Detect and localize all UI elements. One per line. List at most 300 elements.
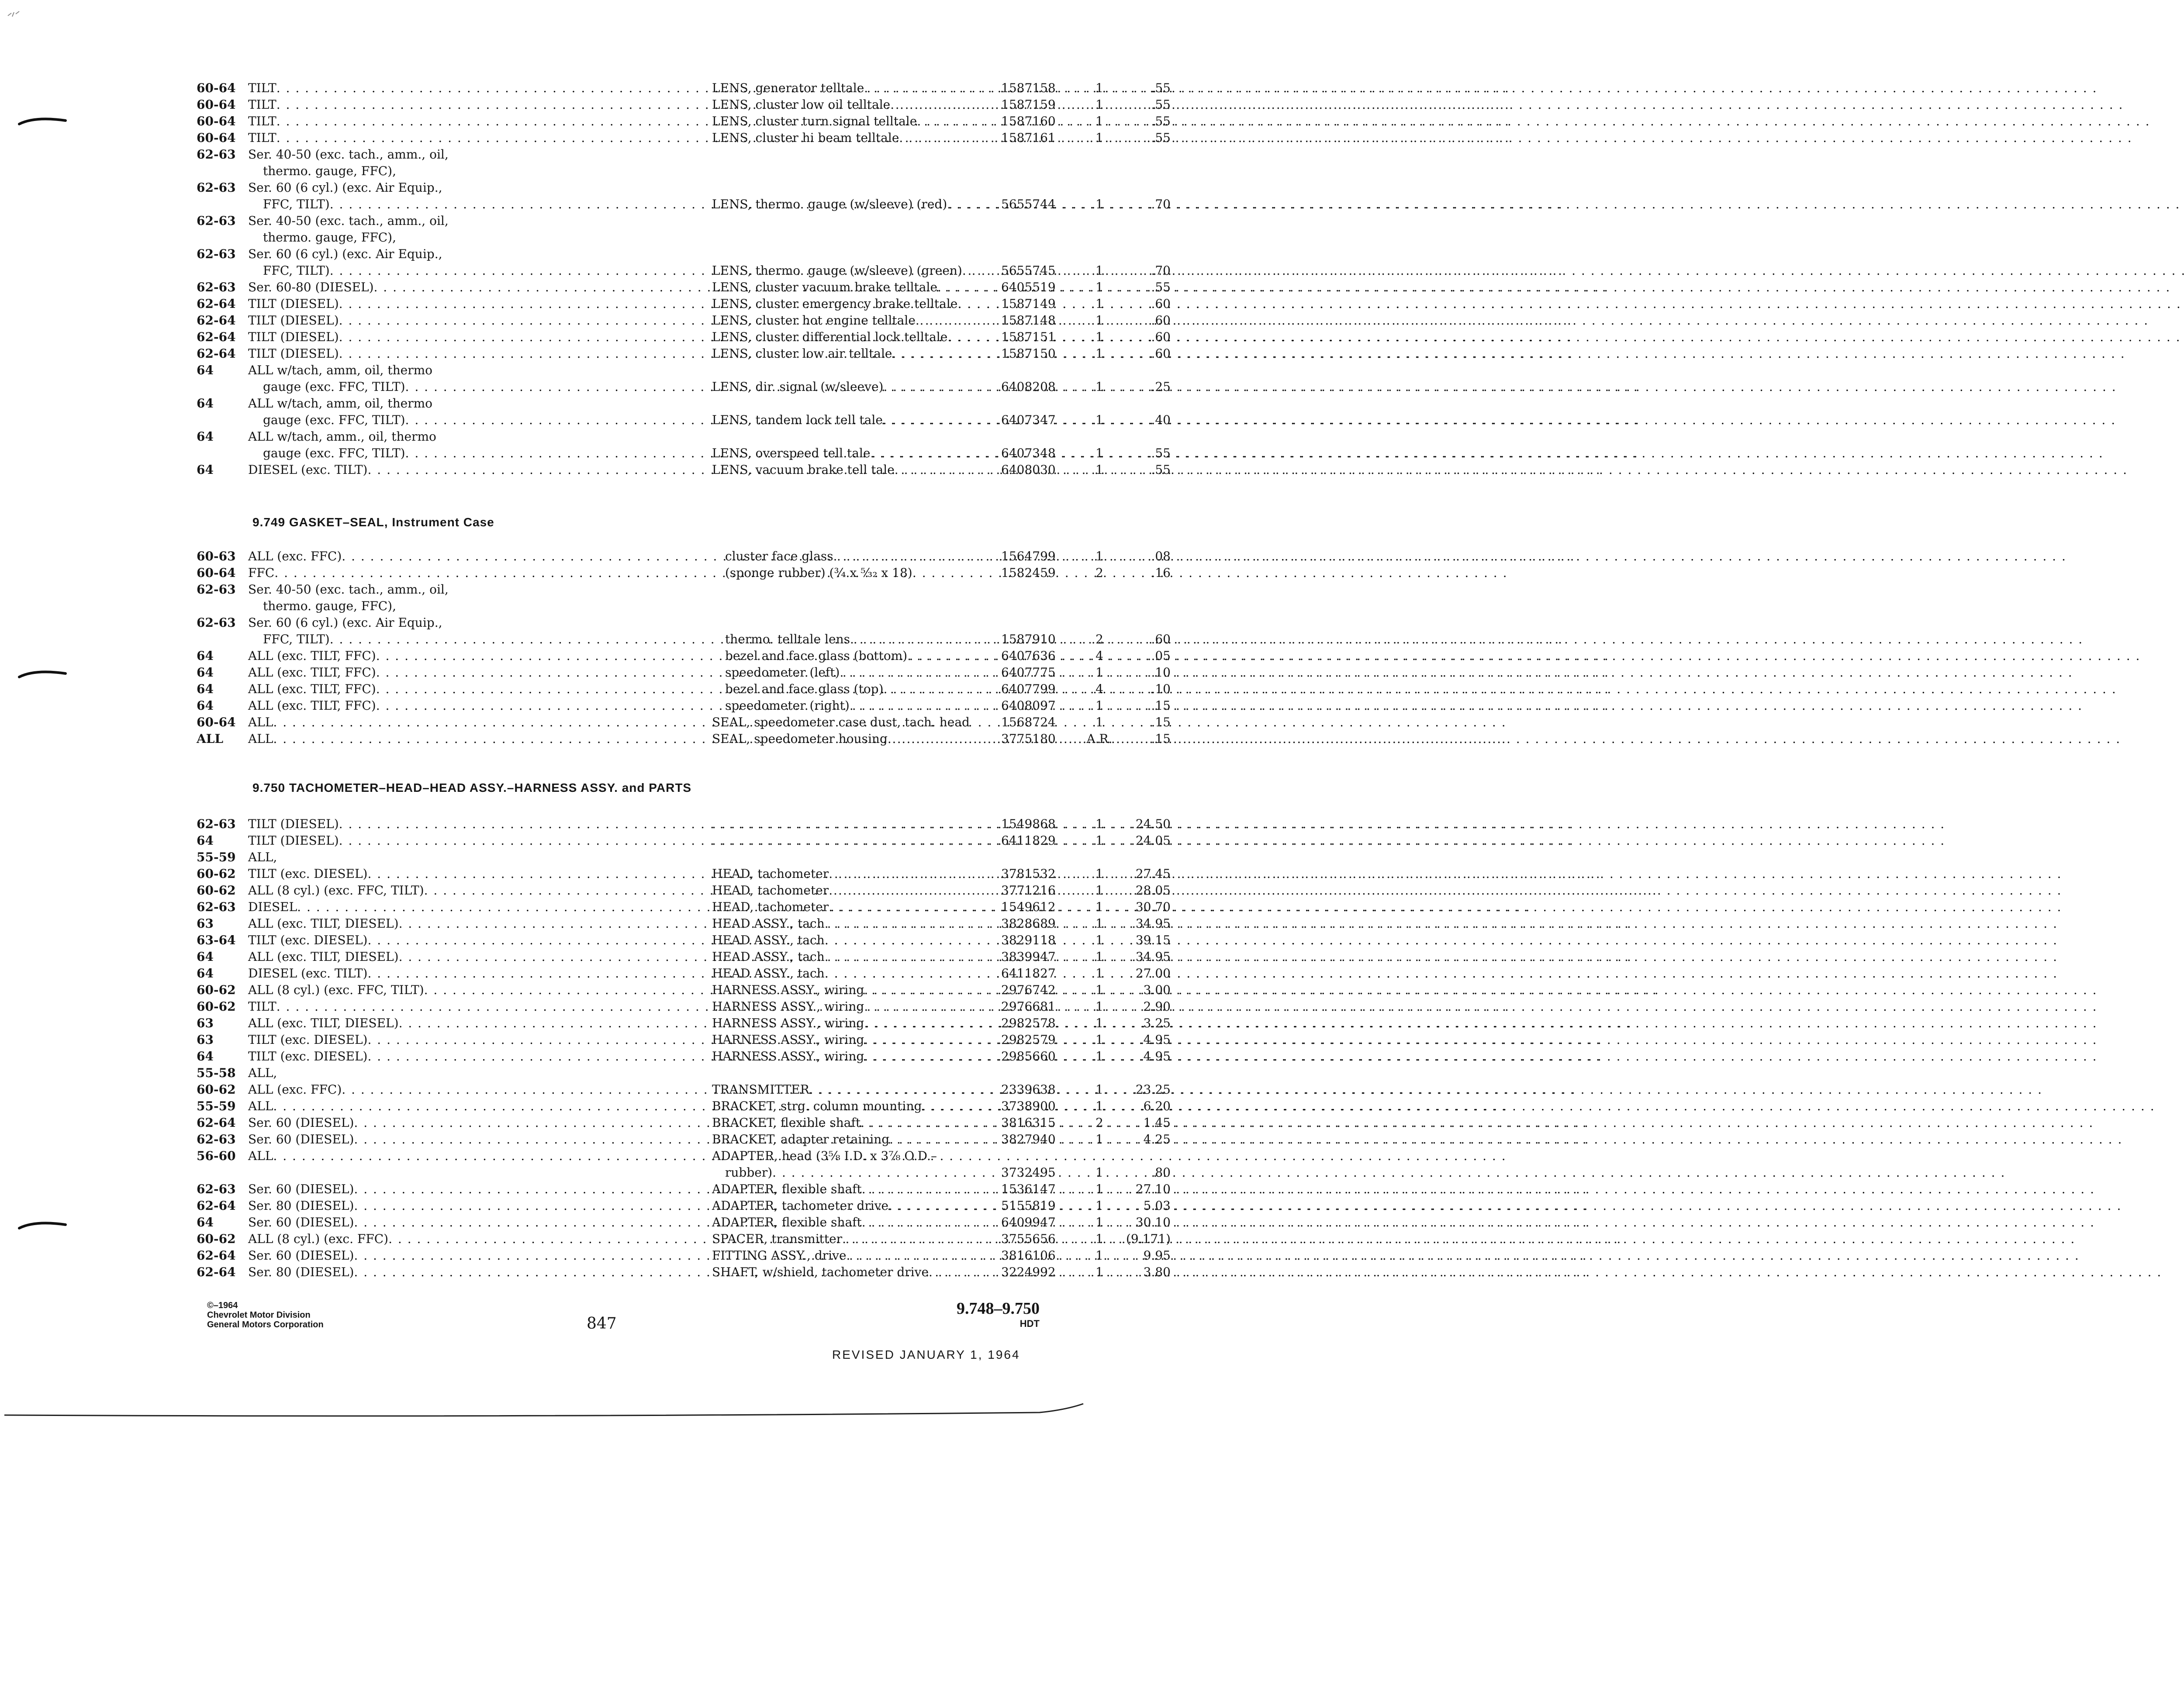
table-row — [197, 664, 1171, 681]
model-year: 62-63 — [197, 817, 236, 831]
model-year: 64 — [197, 665, 214, 680]
quantity: 1 — [1095, 380, 1103, 394]
description-text: SPACER, transmitter — [712, 1232, 843, 1246]
price: .05 — [1151, 649, 1171, 663]
hole-punch-mark — [17, 1219, 74, 1232]
part-number: 1587150 — [1001, 346, 1056, 361]
price: 2.90 — [1143, 999, 1171, 1014]
application: thermo. gauge, FFC), — [263, 599, 397, 613]
description — [712, 965, 987, 982]
application — [248, 296, 686, 312]
price: .60 — [1151, 313, 1171, 328]
application-text: ALL — [248, 1149, 273, 1163]
description-text: BRACKET, adapter retaining — [712, 1132, 890, 1146]
description-text: HEAD, tachometer — [712, 867, 829, 881]
description-text: ADAPTER, flexible shaft — [712, 1215, 862, 1229]
application-text: TILT (DIESEL) — [248, 297, 339, 311]
model-year: 60-62 — [197, 999, 236, 1014]
application — [248, 279, 686, 296]
description — [712, 1032, 987, 1048]
application-text: TILT (DIESEL) — [248, 833, 339, 848]
table-row — [197, 1164, 1171, 1181]
description — [712, 899, 987, 915]
table-row — [197, 1231, 1171, 1247]
application-text: ALL (8 cyl.) (exc. FFC) — [248, 1232, 389, 1246]
quantity: 1 — [1095, 330, 1103, 344]
application-text: ALL (exc. TILT, FFC) — [248, 665, 376, 680]
price: 23.25 — [1135, 1082, 1171, 1097]
description-text: SHAFT, w/shield, tachometer drive — [712, 1265, 929, 1279]
model-year: 64 — [197, 698, 214, 713]
application — [248, 312, 686, 329]
model-year: 64 — [197, 429, 214, 444]
description-text: HARNESS ASSY., wiring — [712, 999, 864, 1014]
price: 39.15 — [1135, 933, 1171, 947]
application — [248, 1048, 686, 1065]
quantity: 1 — [1095, 1049, 1103, 1064]
quantity: 1 — [1095, 1132, 1103, 1146]
description — [712, 412, 987, 428]
description — [712, 1115, 987, 1131]
application-text: ALL (exc. FFC) — [248, 549, 342, 563]
description — [712, 113, 987, 130]
model-year: 62-64 — [197, 297, 236, 311]
model-year: 62-63 — [197, 1132, 236, 1146]
application — [248, 329, 686, 345]
division-line: Chevrolet Motor Division — [207, 1310, 311, 1320]
part-number: 3816315 — [1001, 1115, 1056, 1130]
model-year: 64 — [197, 363, 214, 377]
application: ALL w/tach, amm., oil, thermo — [248, 429, 436, 444]
description — [712, 97, 987, 113]
application-text: TILT (DIESEL) — [248, 346, 339, 361]
section-heading-9-750: 9.750 TACHOMETER–HEAD–HEAD ASSY.–HARNESS ASSY. and PARTS — [252, 781, 692, 794]
model-year: 62-64 — [197, 1265, 236, 1279]
price: 4.95 — [1143, 1049, 1171, 1064]
section-code: HDT — [1019, 1318, 1040, 1329]
price: .40 — [1151, 413, 1171, 427]
price: (9.171) — [1126, 1232, 1171, 1246]
part-number: 3224992 — [1001, 1265, 1056, 1279]
table-row — [197, 631, 1171, 648]
application — [248, 731, 686, 747]
table-row — [197, 229, 974, 246]
part-number: 6407775 — [1001, 665, 1056, 680]
part-number: 2982578 — [1001, 1016, 1056, 1030]
table-row — [197, 998, 1171, 1015]
application-text: TILT — [248, 131, 276, 145]
catalog-page — [0, 0, 1171, 1537]
application — [248, 648, 686, 664]
application — [248, 1115, 686, 1131]
description-text: LENS, cluster emergency brake telltale — [712, 297, 958, 311]
section-9-749 — [197, 548, 1171, 747]
table-row — [197, 395, 974, 412]
part-number: 6408208 — [1001, 380, 1056, 394]
description-text: cluster face glass — [725, 549, 833, 563]
table-row — [197, 899, 1171, 915]
table-row — [197, 146, 974, 163]
part-number: 1587158 — [1001, 81, 1056, 95]
part-number: 6405519 — [1001, 280, 1056, 294]
application-text: TILT (DIESEL) — [248, 817, 339, 831]
table-row — [197, 1098, 1171, 1115]
model-year: 60-64 — [197, 715, 236, 729]
description-text: HARNESS ASSY., wiring — [712, 1016, 864, 1030]
application: Ser. 60 (6 cyl.) (exc. Air Equip., — [248, 615, 442, 630]
description — [712, 1015, 987, 1032]
description: SEAL, speedometer case dust, tach. head — [712, 715, 970, 729]
price: .15 — [1151, 715, 1171, 729]
model-year: 62-64 — [197, 1115, 236, 1130]
application-text: FFC, TILT) — [263, 197, 330, 211]
application: Ser. 40-50 (exc. tach., amm., oil, — [248, 582, 449, 597]
section-heading-9-749: 9.749 GASKET–SEAL, Instrument Case — [252, 515, 494, 529]
price: .60 — [1151, 632, 1171, 646]
quantity: 1 — [1095, 665, 1103, 680]
description-text: HEAD, tachometer — [712, 883, 829, 898]
quantity: 1 — [1095, 933, 1103, 947]
part-number: 5155819 — [1001, 1198, 1056, 1213]
table-row — [197, 1065, 974, 1081]
application: Ser. 40-50 (exc. tach., amm., oil, — [248, 147, 449, 162]
table-row — [197, 698, 1171, 714]
application-text: ALL (8 cyl.) (exc. FFC, TILT) — [248, 983, 424, 997]
application — [248, 97, 686, 113]
part-number: 2976742 — [1001, 983, 1056, 997]
revised-date: REVISED JANUARY 1, 1964 — [832, 1348, 1020, 1361]
price: .15 — [1151, 732, 1171, 746]
part-number: 3738900 — [1001, 1099, 1056, 1113]
application — [248, 1231, 686, 1247]
price: 34.95 — [1135, 950, 1171, 964]
application — [248, 832, 686, 849]
table-row — [197, 362, 974, 379]
application: ALL, — [248, 850, 277, 864]
application — [248, 345, 686, 362]
application — [248, 915, 686, 932]
price: .55 — [1151, 446, 1171, 460]
corporation-line: General Motors Corporation — [207, 1320, 324, 1330]
application — [248, 998, 686, 1015]
description — [712, 345, 987, 362]
price: .55 — [1151, 97, 1171, 112]
model-year: 60-63 — [197, 549, 236, 563]
table-row — [197, 312, 1171, 329]
quantity: 1 — [1095, 280, 1103, 294]
application — [248, 1264, 686, 1281]
description-text: speedometer (left) — [725, 665, 840, 680]
model-year: 62-64 — [197, 346, 236, 361]
description — [712, 262, 987, 279]
table-row — [197, 262, 1171, 279]
description-text: LENS, cluster low oil telltale — [712, 97, 891, 112]
model-year: 60-64 — [197, 114, 236, 128]
application — [248, 965, 686, 982]
application — [248, 80, 686, 97]
application-text: DIESEL (exc. TILT) — [248, 966, 368, 981]
table-row — [197, 615, 974, 631]
price: 27.45 — [1135, 867, 1171, 881]
price: 24.50 — [1135, 817, 1171, 831]
part-number: 3775180 — [1001, 732, 1056, 746]
description — [725, 681, 987, 698]
price: .55 — [1151, 81, 1171, 95]
table-row — [197, 445, 1171, 462]
quantity: A.R. — [1086, 732, 1113, 746]
section-9-750 — [197, 816, 1171, 1281]
model-year: 64 — [197, 682, 214, 696]
application — [248, 1148, 686, 1164]
price: .60 — [1151, 297, 1171, 311]
price: .55 — [1151, 114, 1171, 128]
application-text: TILT (exc. DIESEL) — [248, 867, 368, 881]
description-text: LENS, thermo. gauge (w/sleeve) (red) — [712, 197, 947, 211]
application-text: Ser. 60 (DIESEL) — [248, 1115, 354, 1130]
description-text: speedometer (right) — [725, 698, 850, 713]
dot-leader — [772, 1164, 2005, 1181]
model-year: 64 — [197, 463, 214, 477]
application — [263, 262, 686, 279]
quantity: 1 — [1095, 867, 1103, 881]
quantity: 1 — [1095, 900, 1103, 914]
section-9-748 — [197, 80, 1171, 478]
table-row — [197, 80, 1171, 97]
application — [263, 196, 686, 213]
table-row — [197, 279, 1171, 296]
quantity: 1 — [1095, 1215, 1103, 1229]
model-year: 62-63 — [197, 615, 236, 630]
description — [712, 445, 987, 462]
table-row — [197, 163, 974, 180]
quantity: 1 — [1095, 1165, 1103, 1180]
description — [712, 1198, 987, 1214]
description — [712, 1264, 987, 1281]
table-row — [197, 949, 1171, 965]
application — [248, 982, 686, 998]
description-text: HEAD ASSY., tach — [712, 916, 825, 931]
quantity: 1 — [1095, 698, 1103, 713]
part-number: 1582459 — [1001, 566, 1056, 580]
application-text: ALL (exc. FFC) — [248, 1082, 342, 1097]
quantity: 1 — [1095, 297, 1103, 311]
description-text: HEAD, tachometer — [712, 900, 829, 914]
description-text: TRANSMITTER — [712, 1082, 809, 1097]
description — [712, 866, 987, 882]
part-number: 3827940 — [1001, 1132, 1056, 1146]
application: ALL w/tach, amm, oil, thermo — [248, 363, 432, 377]
table-row — [197, 196, 1171, 213]
model-year: 63-64 — [197, 933, 236, 947]
model-year: 60-64 — [197, 97, 236, 112]
part-number: 1587910 — [1001, 632, 1056, 646]
table-row — [197, 1214, 1171, 1231]
quantity: 1 — [1095, 1265, 1103, 1279]
quantity: 1 — [1095, 817, 1103, 831]
application-text: Ser. 60 (DIESEL) — [248, 1248, 354, 1263]
quantity: 1 — [1095, 97, 1103, 112]
price: 6.20 — [1143, 1099, 1171, 1113]
quantity: 1 — [1095, 883, 1103, 898]
application — [248, 1032, 686, 1048]
description-text: LENS, overspeed tell tale — [712, 446, 871, 460]
application-text: ALL — [248, 732, 273, 746]
application-text: TILT — [248, 97, 276, 112]
model-year: 64 — [197, 833, 214, 848]
application — [248, 899, 686, 915]
price: .70 — [1151, 263, 1171, 278]
part-number: 1564799 — [1001, 549, 1056, 563]
table-row — [197, 113, 1171, 130]
application — [248, 113, 686, 130]
application-text: TILT — [248, 81, 276, 95]
application-text: Ser. 80 (DIESEL) — [248, 1198, 354, 1213]
quantity: 1 — [1095, 983, 1103, 997]
price: 1.45 — [1143, 1115, 1171, 1130]
part-number: 5655744 — [1001, 197, 1056, 211]
model-year: 60-64 — [197, 81, 236, 95]
part-number: 6407348 — [1001, 446, 1056, 460]
table-row — [197, 379, 1171, 395]
application-text: gauge (exc. FFC, TILT) — [263, 413, 405, 427]
description — [712, 329, 987, 345]
table-row — [197, 932, 1171, 949]
application-text: ALL (exc. TILT, DIESEL) — [248, 950, 399, 964]
price: 4.25 — [1143, 1132, 1171, 1146]
description-text: LENS, cluster hot engine telltale — [712, 313, 916, 328]
description — [725, 548, 987, 565]
description — [712, 998, 987, 1015]
table-row — [197, 213, 974, 229]
application-text: ALL (8 cyl.) (exc. FFC, TILT) — [248, 883, 424, 898]
model-year: 62-63 — [197, 247, 236, 261]
quantity: 4 — [1095, 682, 1103, 696]
quantity: 1 — [1095, 413, 1103, 427]
application — [248, 462, 686, 478]
part-number: 3732495 — [1001, 1165, 1056, 1180]
application — [248, 866, 686, 882]
quantity: 1 — [1095, 81, 1103, 95]
description — [712, 832, 987, 849]
quantity: 1 — [1095, 1248, 1103, 1263]
table-row — [197, 965, 1171, 982]
model-year: 64 — [197, 966, 214, 981]
table-row — [197, 1115, 1171, 1131]
application-text: Ser. 80 (DIESEL) — [248, 1265, 354, 1279]
description — [712, 1098, 987, 1115]
price: 9.95 — [1143, 1248, 1171, 1263]
part-number: 6408097 — [1001, 698, 1056, 713]
price: .60 — [1151, 330, 1171, 344]
description-text: LENS, thermo. gauge (w/sleeve) (green) — [712, 263, 962, 278]
quantity: 1 — [1095, 916, 1103, 931]
application — [248, 932, 686, 949]
model-year: 56-60 — [197, 1149, 236, 1163]
part-number: 6409947 — [1001, 1215, 1056, 1229]
quantity: 1 — [1095, 1182, 1103, 1196]
quantity: 1 — [1095, 950, 1103, 964]
description-text: HEAD ASSY., tach — [712, 966, 825, 981]
quantity: 1 — [1095, 966, 1103, 981]
price: .10 — [1151, 682, 1171, 696]
application-text: FFC, TILT) — [263, 263, 330, 278]
price: 5.03 — [1143, 1198, 1171, 1213]
application — [248, 565, 686, 581]
part-number: 2982579 — [1001, 1033, 1056, 1047]
model-year: 62-63 — [197, 582, 236, 597]
quantity: 1 — [1095, 549, 1103, 563]
description-text: LENS, vacuum brake tell tale — [712, 463, 895, 477]
description-text: LENS, tandem lock tell tale — [712, 413, 883, 427]
application — [248, 714, 686, 731]
description-text: BRACKET, strg. column mounting — [712, 1099, 922, 1113]
application — [263, 631, 686, 648]
application-text: ALL — [248, 715, 273, 729]
application-text: Ser. 60 (DIESEL) — [248, 1215, 354, 1229]
price: .25 — [1151, 380, 1171, 394]
part-number: 1549612 — [1001, 900, 1056, 914]
price: .80 — [1151, 1165, 1171, 1180]
description: ADAPTER, head (3⅝ I.D. x 3⅞ O.D.– — [712, 1149, 937, 1163]
table-row — [197, 565, 1171, 581]
price: 3.80 — [1143, 1265, 1171, 1279]
price: 30.10 — [1135, 1215, 1171, 1229]
description — [725, 698, 987, 714]
model-year: 64 — [197, 950, 214, 964]
description — [712, 932, 987, 949]
copyright-line: ©–1964 — [207, 1301, 238, 1310]
table-row — [197, 1032, 1171, 1048]
price: .55 — [1151, 463, 1171, 477]
table-row — [197, 648, 1171, 664]
quantity: 1 — [1095, 1198, 1103, 1213]
part-number: 3781532 — [1001, 867, 1056, 881]
description — [712, 1081, 987, 1098]
description — [712, 130, 987, 146]
model-year: 64 — [197, 1049, 214, 1064]
part-number: 1587148 — [1001, 313, 1056, 328]
price: .16 — [1151, 566, 1171, 580]
table-row — [197, 866, 1171, 882]
description — [725, 1164, 987, 1181]
dot-leader — [712, 816, 1945, 832]
price: 27.10 — [1135, 1182, 1171, 1196]
table-row — [197, 816, 1171, 832]
description — [712, 731, 987, 747]
price: 27.00 — [1135, 966, 1171, 981]
table-row — [197, 462, 1171, 478]
application — [248, 1198, 686, 1214]
model-year: 55-59 — [197, 850, 236, 864]
price: 34.95 — [1135, 916, 1171, 931]
description-text: HEAD ASSY., tach — [712, 950, 825, 964]
application — [248, 1214, 686, 1231]
application — [248, 548, 686, 565]
part-number: 6407347 — [1001, 413, 1056, 427]
application — [248, 698, 686, 714]
description — [712, 1181, 987, 1198]
table-row — [197, 130, 1171, 146]
application — [248, 1015, 686, 1032]
model-year: 60-64 — [197, 566, 236, 580]
description — [712, 196, 987, 213]
table-row — [197, 598, 974, 615]
table-row — [197, 849, 974, 866]
quantity: 1 — [1095, 446, 1103, 460]
model-year: 62-64 — [197, 313, 236, 328]
quantity: 1 — [1095, 1082, 1103, 1097]
description-text: rubber) — [725, 1165, 773, 1180]
